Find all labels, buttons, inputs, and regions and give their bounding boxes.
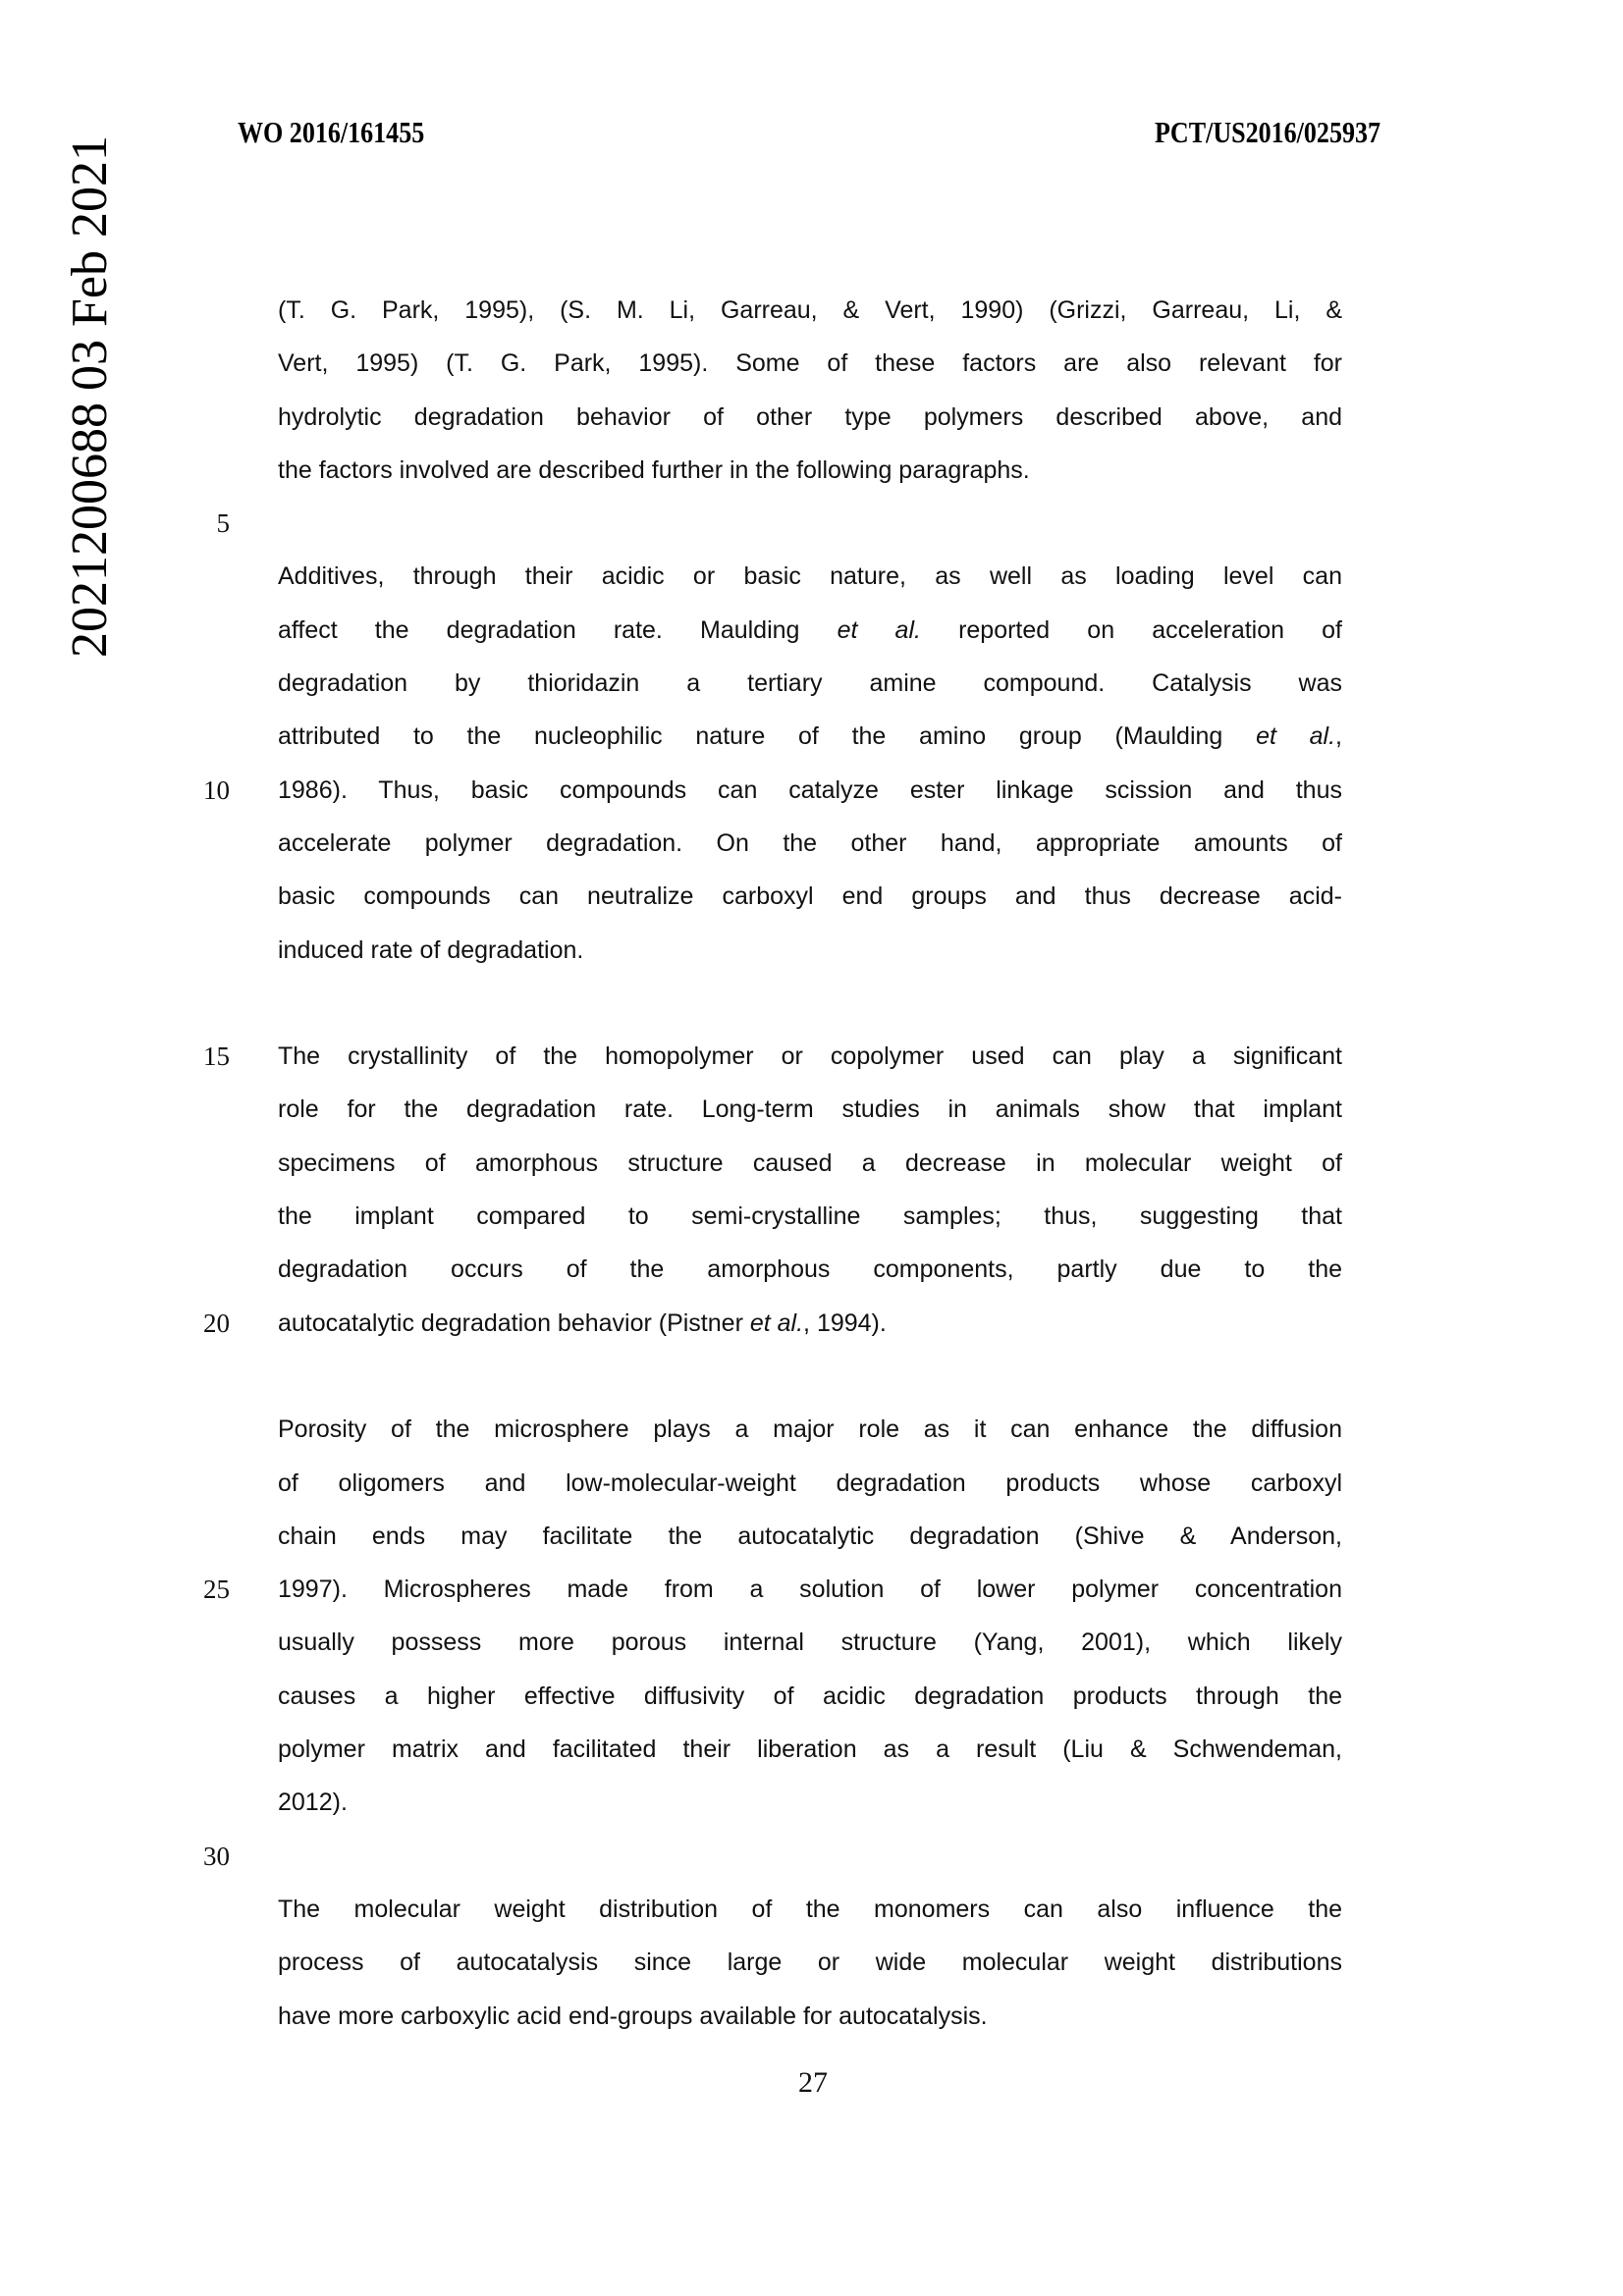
- line-number: 15: [203, 1041, 230, 1072]
- text-segment: hydrolytic degradation behavior of other type polymers described above, and: [278, 402, 1342, 431]
- text-line: [278, 1243, 1342, 1296]
- text-segment: (T. G. Park, 1995), (S. M. Li, Garreau, & Vert, 1990) (Grizzi, Garreau, Li, &: [278, 296, 1342, 324]
- line-text: [278, 550, 1342, 603]
- text-segment: have more carboxylic acid end-groups available for autocatalysis.: [278, 2002, 988, 2030]
- line-text: [278, 657, 1342, 710]
- blank-line: [216, 497, 1342, 550]
- text-line: [203, 1297, 1342, 1350]
- text-segment: The crystallinity of the homopolymer or copolymer used can play a significant: [278, 1042, 1342, 1071]
- text-line: [278, 550, 1342, 603]
- text-line: [278, 391, 1342, 444]
- text-line: [278, 284, 1342, 337]
- line-text: [278, 1883, 1342, 1936]
- text-line: [278, 1457, 1342, 1510]
- italic-citation: et al.: [837, 615, 921, 644]
- line-text: [278, 284, 1342, 337]
- text-segment: the factors involved are described further in the following paragraphs.: [278, 455, 1030, 484]
- text-line: [278, 1403, 1342, 1456]
- italic-citation: et al.: [749, 1308, 804, 1337]
- line-number: 10: [203, 774, 230, 805]
- text-segment: usually possess more porous internal structure (Yang, 2001), which likely: [278, 1629, 1342, 1657]
- text-segment: of oligomers and low-molecular-weight degradation products whose carboxyl: [278, 1468, 1342, 1497]
- text-segment: chain ends may facilitate the autocatalytic degradation (Shive & Anderson,: [278, 1522, 1342, 1550]
- blank-line: [278, 977, 1342, 1030]
- line-text: [278, 1776, 1342, 1829]
- line-text: [278, 1830, 1342, 1883]
- text-line: [278, 337, 1342, 390]
- text-line: [203, 764, 1342, 817]
- text-line: [278, 1190, 1342, 1243]
- text-segment: basic compounds can neutralize carboxyl end groups and thus decrease acid-: [278, 882, 1342, 911]
- text-segment: degradation by thioridazin a tertiary amine compound. Catalysis was: [278, 669, 1342, 698]
- text-line: [278, 924, 1342, 977]
- line-text: [278, 391, 1342, 444]
- line-text: [278, 1936, 1342, 1989]
- line-number: 30: [203, 1841, 230, 1871]
- text-line: [278, 1670, 1342, 1723]
- line-text: [278, 817, 1342, 870]
- text-line: [278, 1990, 1342, 2043]
- text-segment: affect the degradation rate. Maulding: [278, 615, 838, 644]
- line-text: [278, 1403, 1342, 1456]
- text-segment: 1997). Microspheres made from a solution of lower polymer concentration: [278, 1575, 1342, 1604]
- text-line: [278, 444, 1342, 497]
- text-segment: reported on acceleration of: [920, 615, 1342, 644]
- line-text: [278, 497, 1342, 550]
- text-segment: process of autocatalysis since large or wide molecular weight distributions: [278, 1949, 1342, 1977]
- text-segment: The molecular weight distribution of the monomers can also influence the: [278, 1895, 1342, 1923]
- text-line: [278, 1936, 1342, 1989]
- text-segment: Vert, 1995) (T. G. Park, 1995). Some of these factors are also relevant for: [278, 349, 1342, 378]
- text-line: [278, 1137, 1342, 1190]
- line-text: [278, 870, 1342, 923]
- text-segment: , 1994).: [803, 1308, 887, 1337]
- text-segment: induced rate of degradation.: [278, 935, 584, 964]
- line-text: [278, 1297, 1342, 1350]
- line-text: [278, 1510, 1342, 1563]
- blank-line: [278, 1350, 1342, 1403]
- italic-citation: et al.: [1256, 722, 1336, 751]
- text-segment: attributed to the nucleophilic nature of the amino group (Maulding: [278, 722, 1257, 751]
- text-segment: role for the degradation rate. Long-term studies in animals show that implant: [278, 1095, 1342, 1124]
- line-number: 20: [203, 1308, 230, 1338]
- text-segment: 2012).: [278, 1789, 348, 1817]
- text-line: [278, 1510, 1342, 1563]
- text-line: [203, 1563, 1342, 1616]
- line-text: [278, 764, 1342, 817]
- line-text: [278, 1670, 1342, 1723]
- blank-line: [203, 1830, 1342, 1883]
- text-segment: causes a higher effective diffusivity of acidic degradation products through the: [278, 1682, 1342, 1710]
- text-segment: specimens of amorphous structure caused a decrease in molecular weight of: [278, 1148, 1342, 1177]
- document-body: [203, 284, 1342, 2043]
- line-text: [278, 1723, 1342, 1776]
- text-line: [203, 1030, 1342, 1083]
- side-margin-date: 03 Feb 2021: [62, 135, 118, 391]
- text-segment: ,: [1335, 722, 1342, 751]
- text-line: [278, 1083, 1342, 1136]
- line-number: 25: [203, 1575, 230, 1605]
- text-segment: the implant compared to semi-crystalline samples; thus, suggesting that: [278, 1202, 1342, 1231]
- text-segment: Additives, through their acidic or basic nature, as well as loading level can: [278, 562, 1342, 591]
- text-line: [278, 1723, 1342, 1776]
- line-number: 5: [216, 508, 230, 539]
- line-text: [278, 924, 1342, 977]
- line-text: [278, 1990, 1342, 2043]
- line-text: [278, 1616, 1342, 1669]
- publication-number: WO 2016/161455: [238, 115, 425, 149]
- text-line: [278, 710, 1342, 763]
- line-text: [278, 1243, 1342, 1296]
- text-line: [278, 1616, 1342, 1669]
- text-segment: 1986). Thus, basic compounds can catalyze ester linkage scission and thus: [278, 775, 1342, 804]
- text-line: [278, 870, 1342, 923]
- application-number: PCT/US2016/025937: [1155, 115, 1381, 149]
- side-margin-document-number: 2021200688: [62, 402, 118, 658]
- text-segment: accelerate polymer degradation. On the other hand, appropriate amounts of: [278, 828, 1342, 857]
- text-segment: polymer matrix and facilitated their liberation as a result (Liu & Schwendeman,: [278, 1735, 1342, 1764]
- line-text: [278, 1190, 1342, 1243]
- text-line: [278, 817, 1342, 870]
- text-line: [278, 1776, 1342, 1829]
- line-text: [278, 1137, 1342, 1190]
- page-number: 27: [798, 2066, 828, 2099]
- text-segment: Porosity of the microsphere plays a major role as it can enhance the diffusion: [278, 1415, 1342, 1444]
- text-line: [278, 604, 1342, 657]
- text-line: [278, 657, 1342, 710]
- text-segment: degradation occurs of the amorphous components, partly due to the: [278, 1255, 1342, 1284]
- line-text: [278, 1563, 1342, 1616]
- line-text: [278, 1030, 1342, 1083]
- line-text: [278, 710, 1342, 763]
- line-text: [278, 1350, 1342, 1403]
- line-text: [278, 977, 1342, 1030]
- line-text: [278, 1457, 1342, 1510]
- line-text: [278, 444, 1342, 497]
- line-text: [278, 337, 1342, 390]
- text-line: [278, 1883, 1342, 1936]
- line-text: [278, 1083, 1342, 1136]
- text-segment: autocatalytic degradation behavior (Pistner: [278, 1308, 750, 1337]
- line-text: [278, 604, 1342, 657]
